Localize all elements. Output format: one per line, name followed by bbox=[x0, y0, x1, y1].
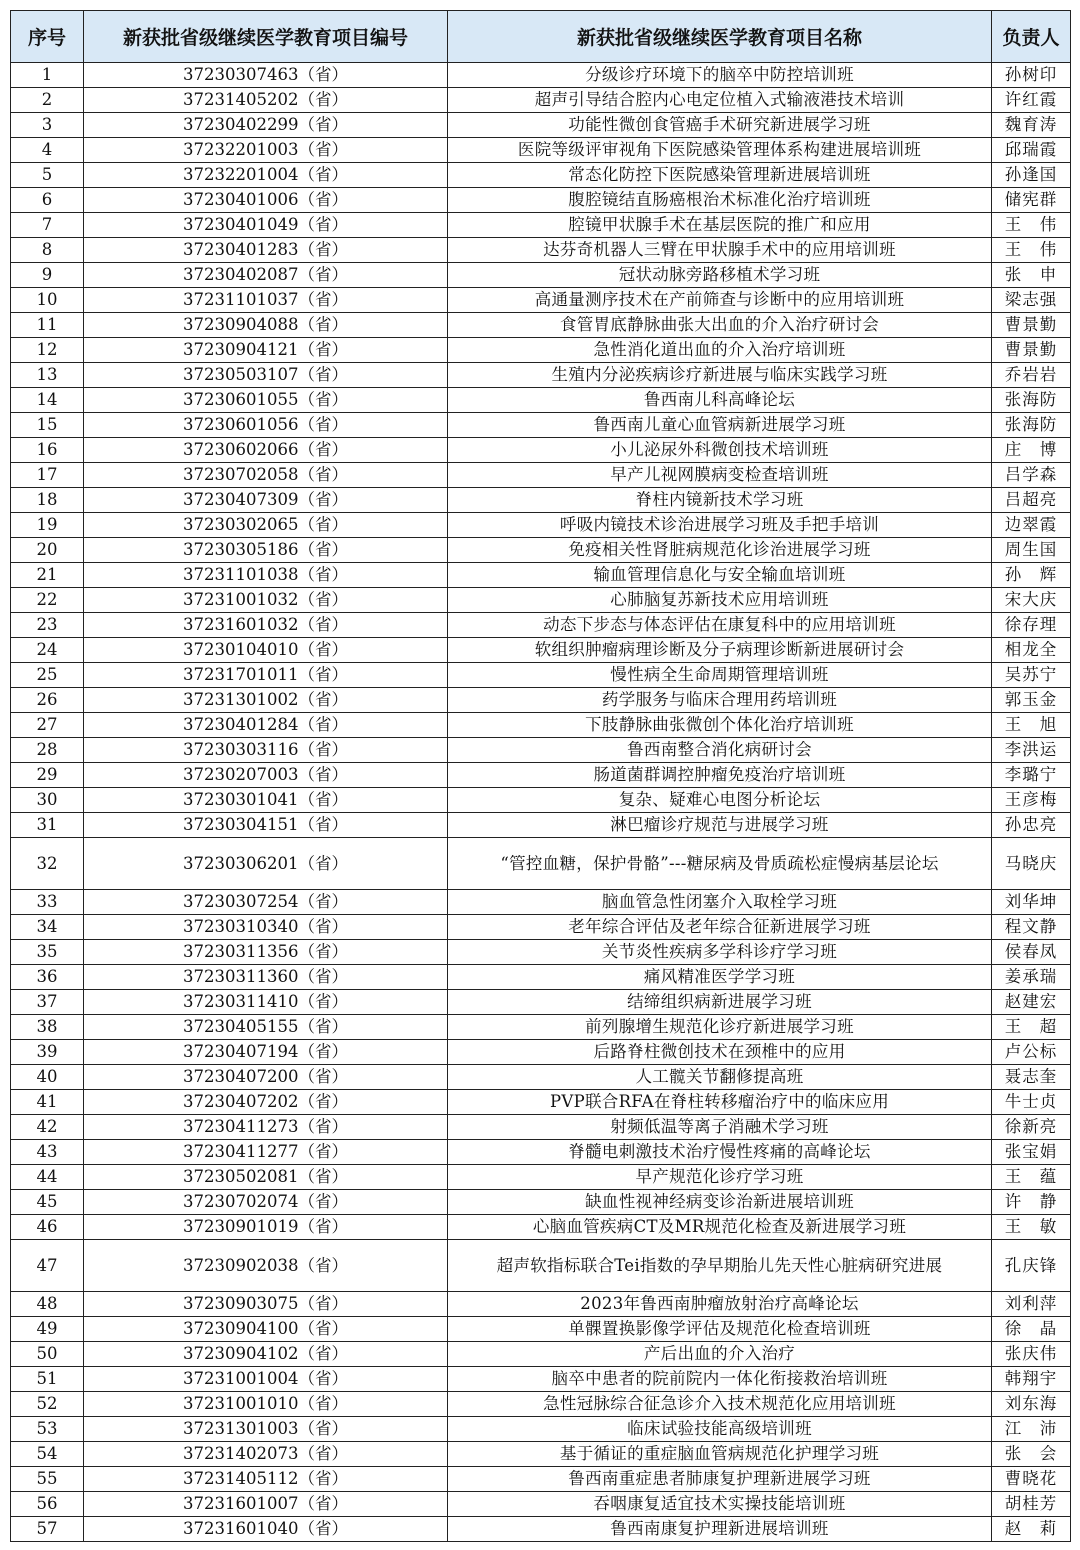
table-row bbox=[11, 538, 1071, 563]
project-code: 37230104010（省） bbox=[84, 638, 448, 663]
row-number: 13 bbox=[11, 363, 84, 388]
project-owner: 王 超 bbox=[992, 1015, 1071, 1040]
project-owner: 梁志强 bbox=[992, 288, 1071, 313]
table-row bbox=[11, 313, 1071, 338]
row-number: 4 bbox=[11, 138, 84, 163]
row-number: 28 bbox=[11, 738, 84, 763]
project-owner: 邱瑞霞 bbox=[992, 138, 1071, 163]
project-owner: 相龙全 bbox=[992, 638, 1071, 663]
table-row bbox=[11, 1392, 1071, 1417]
project-owner: 王 伟 bbox=[992, 238, 1071, 263]
row-number: 52 bbox=[11, 1392, 84, 1417]
project-name: 食管胃底静脉曲张大出血的介入治疗研讨会 bbox=[448, 313, 992, 338]
project-owner: 储宪群 bbox=[992, 188, 1071, 213]
project-code: 37230502081（省） bbox=[84, 1165, 448, 1190]
project-owner: 赵 莉 bbox=[992, 1517, 1071, 1542]
project-code: 37230902038（省） bbox=[84, 1240, 448, 1292]
project-name: 早产儿视网膜病变检查培训班 bbox=[448, 463, 992, 488]
table-row bbox=[11, 1417, 1071, 1442]
project-name: 淋巴瘤诊疗规范与进展学习班 bbox=[448, 813, 992, 838]
row-number: 26 bbox=[11, 688, 84, 713]
project-name: 功能性微创食管癌手术研究新进展学习班 bbox=[448, 113, 992, 138]
project-code: 37230601056（省） bbox=[84, 413, 448, 438]
row-number: 19 bbox=[11, 513, 84, 538]
project-name: 心肺脑复苏新技术应用培训班 bbox=[448, 588, 992, 613]
table-row bbox=[11, 513, 1071, 538]
row-number: 47 bbox=[11, 1240, 84, 1292]
project-name: 动态下步态与体态评估在康复科中的应用培训班 bbox=[448, 613, 992, 638]
table-row bbox=[11, 188, 1071, 213]
project-owner: 张宝娟 bbox=[992, 1140, 1071, 1165]
row-number: 32 bbox=[11, 838, 84, 890]
project-code: 37230305186（省） bbox=[84, 538, 448, 563]
row-number: 42 bbox=[11, 1115, 84, 1140]
project-owner: 孔庆锋 bbox=[992, 1240, 1071, 1292]
project-owner: 郭玉金 bbox=[992, 688, 1071, 713]
table-row bbox=[11, 363, 1071, 388]
row-number: 9 bbox=[11, 263, 84, 288]
project-code: 37232201004（省） bbox=[84, 163, 448, 188]
project-owner: 曹晓花 bbox=[992, 1467, 1071, 1492]
project-code: 37231405112（省） bbox=[84, 1467, 448, 1492]
project-owner: 胡桂芳 bbox=[992, 1492, 1071, 1517]
row-number: 34 bbox=[11, 915, 84, 940]
project-name: 生殖内分泌疾病诊疗新进展与临床实践学习班 bbox=[448, 363, 992, 388]
row-number: 31 bbox=[11, 813, 84, 838]
project-name: 分级诊疗环境下的脑卒中防控培训班 bbox=[448, 63, 992, 88]
project-name: 关节炎性疾病多学科诊疗学习班 bbox=[448, 940, 992, 965]
table-row bbox=[11, 940, 1071, 965]
project-code: 37231101037（省） bbox=[84, 288, 448, 313]
table-row bbox=[11, 1292, 1071, 1317]
project-code: 37231101038（省） bbox=[84, 563, 448, 588]
project-owner: 曹景勤 bbox=[992, 338, 1071, 363]
table-row bbox=[11, 990, 1071, 1015]
table-body bbox=[11, 63, 1071, 1542]
project-owner: 马晓庆 bbox=[992, 838, 1071, 890]
row-number: 3 bbox=[11, 113, 84, 138]
project-name: 单髁置换影像学评估及规范化检查培训班 bbox=[448, 1317, 992, 1342]
project-name: 免疫相关性肾脏病规范化诊治进展学习班 bbox=[448, 538, 992, 563]
project-owner: 孙逢国 bbox=[992, 163, 1071, 188]
project-code: 37231001004（省） bbox=[84, 1367, 448, 1392]
row-number: 16 bbox=[11, 438, 84, 463]
project-code: 37230503107（省） bbox=[84, 363, 448, 388]
row-number: 49 bbox=[11, 1317, 84, 1342]
project-name: 小儿泌尿外科微创技术培训班 bbox=[448, 438, 992, 463]
project-code: 37230402299（省） bbox=[84, 113, 448, 138]
project-owner: 江 沛 bbox=[992, 1417, 1071, 1442]
project-code: 37231001032（省） bbox=[84, 588, 448, 613]
project-name: 后路脊柱微创技术在颈椎中的应用 bbox=[448, 1040, 992, 1065]
project-code: 37230401283（省） bbox=[84, 238, 448, 263]
project-name: 痛风精准医学学习班 bbox=[448, 965, 992, 990]
project-owner: 李璐宁 bbox=[992, 763, 1071, 788]
row-number: 10 bbox=[11, 288, 84, 313]
project-name: 鲁西南儿童心血管病新进展学习班 bbox=[448, 413, 992, 438]
project-name: 脊柱内镜新技术学习班 bbox=[448, 488, 992, 513]
table-row bbox=[11, 890, 1071, 915]
table-row bbox=[11, 138, 1071, 163]
project-owner: 刘利萍 bbox=[992, 1292, 1071, 1317]
row-number: 29 bbox=[11, 763, 84, 788]
project-name: 高通量测序技术在产前筛查与诊断中的应用培训班 bbox=[448, 288, 992, 313]
table-row bbox=[11, 1040, 1071, 1065]
project-code: 37230702074（省） bbox=[84, 1190, 448, 1215]
project-code: 37230407202（省） bbox=[84, 1090, 448, 1115]
project-code: 37230407200（省） bbox=[84, 1065, 448, 1090]
project-code: 37230311360（省） bbox=[84, 965, 448, 990]
project-owner: 魏育涛 bbox=[992, 113, 1071, 138]
table-row bbox=[11, 1442, 1071, 1467]
table-row bbox=[11, 238, 1071, 263]
project-code: 37230407309（省） bbox=[84, 488, 448, 513]
project-owner: 赵建宏 bbox=[992, 990, 1071, 1015]
row-number: 18 bbox=[11, 488, 84, 513]
project-code: 37231701011（省） bbox=[84, 663, 448, 688]
table-row bbox=[11, 1065, 1071, 1090]
project-name: 产后出血的介入治疗 bbox=[448, 1342, 992, 1367]
project-name: 脊髓电刺激技术治疗慢性疼痛的高峰论坛 bbox=[448, 1140, 992, 1165]
project-owner: 侯春凤 bbox=[992, 940, 1071, 965]
table-row bbox=[11, 163, 1071, 188]
table-row bbox=[11, 965, 1071, 990]
table-row bbox=[11, 1140, 1071, 1165]
row-number: 46 bbox=[11, 1215, 84, 1240]
project-name: 常态化防控下医院感染管理新进展培训班 bbox=[448, 163, 992, 188]
row-number: 44 bbox=[11, 1165, 84, 1190]
project-code: 37230401006（省） bbox=[84, 188, 448, 213]
row-number: 33 bbox=[11, 890, 84, 915]
table-row bbox=[11, 213, 1071, 238]
project-code: 37230702058（省） bbox=[84, 463, 448, 488]
row-number: 45 bbox=[11, 1190, 84, 1215]
table-row bbox=[11, 763, 1071, 788]
row-number: 24 bbox=[11, 638, 84, 663]
table-row bbox=[11, 338, 1071, 363]
project-owner: 牛士贞 bbox=[992, 1090, 1071, 1115]
table-row bbox=[11, 488, 1071, 513]
table-row bbox=[11, 1367, 1071, 1392]
row-number: 41 bbox=[11, 1090, 84, 1115]
row-number: 14 bbox=[11, 388, 84, 413]
row-number: 39 bbox=[11, 1040, 84, 1065]
project-code: 37230307254（省） bbox=[84, 890, 448, 915]
project-owner: 吴苏宁 bbox=[992, 663, 1071, 688]
project-name: 前列腺增生规范化诊疗新进展学习班 bbox=[448, 1015, 992, 1040]
project-owner: 王 伟 bbox=[992, 213, 1071, 238]
project-code: 37230602066（省） bbox=[84, 438, 448, 463]
project-name: 鲁西南康复护理新进展培训班 bbox=[448, 1517, 992, 1542]
project-code: 37230311356（省） bbox=[84, 940, 448, 965]
table-row bbox=[11, 813, 1071, 838]
row-number: 30 bbox=[11, 788, 84, 813]
header-code: 新获批省级继续医学教育项目编号 bbox=[84, 11, 448, 63]
table-row bbox=[11, 1090, 1071, 1115]
project-owner: 李洪运 bbox=[992, 738, 1071, 763]
project-owner: 王 蕴 bbox=[992, 1165, 1071, 1190]
row-number: 5 bbox=[11, 163, 84, 188]
row-number: 54 bbox=[11, 1442, 84, 1467]
row-number: 17 bbox=[11, 463, 84, 488]
header-owner: 负责人 bbox=[992, 11, 1071, 63]
project-owner: 王 敏 bbox=[992, 1215, 1071, 1240]
project-name: 脑血管急性闭塞介入取栓学习班 bbox=[448, 890, 992, 915]
table-row bbox=[11, 588, 1071, 613]
project-name: 射频低温等离子消融术学习班 bbox=[448, 1115, 992, 1140]
project-name: 输血管理信息化与安全输血培训班 bbox=[448, 563, 992, 588]
project-owner: 乔岩岩 bbox=[992, 363, 1071, 388]
project-owner: 许 静 bbox=[992, 1190, 1071, 1215]
project-name: 急性冠脉综合征急诊介入技术规范化应用培训班 bbox=[448, 1392, 992, 1417]
project-name: 结缔组织病新进展学习班 bbox=[448, 990, 992, 1015]
project-code: 37231601032（省） bbox=[84, 613, 448, 638]
table-row bbox=[11, 688, 1071, 713]
project-owner: 孙树印 bbox=[992, 63, 1071, 88]
project-code: 37230402087（省） bbox=[84, 263, 448, 288]
project-owner: 徐 晶 bbox=[992, 1317, 1071, 1342]
project-owner: 曹景勤 bbox=[992, 313, 1071, 338]
project-owner: 程文静 bbox=[992, 915, 1071, 940]
table-row bbox=[11, 1467, 1071, 1492]
table-row bbox=[11, 63, 1071, 88]
project-name: 鲁西南重症患者肺康复护理新进展学习班 bbox=[448, 1467, 992, 1492]
project-name: “管控血糖，保护骨骼”---糖尿病及骨质疏松症慢病基层论坛 bbox=[448, 838, 992, 890]
project-name: 人工髋关节翻修提高班 bbox=[448, 1065, 992, 1090]
project-name: 腔镜甲状腺手术在基层医院的推广和应用 bbox=[448, 213, 992, 238]
project-owner: 卢公标 bbox=[992, 1040, 1071, 1065]
project-name: 达芬奇机器人三臂在甲状腺手术中的应用培训班 bbox=[448, 238, 992, 263]
row-number: 20 bbox=[11, 538, 84, 563]
project-owner: 吕超亮 bbox=[992, 488, 1071, 513]
row-number: 12 bbox=[11, 338, 84, 363]
table-row bbox=[11, 1342, 1071, 1367]
row-number: 22 bbox=[11, 588, 84, 613]
project-name: 药学服务与临床合理用药培训班 bbox=[448, 688, 992, 713]
table-row bbox=[11, 88, 1071, 113]
row-number: 43 bbox=[11, 1140, 84, 1165]
project-owner: 张海防 bbox=[992, 388, 1071, 413]
row-number: 35 bbox=[11, 940, 84, 965]
table-row bbox=[11, 1215, 1071, 1240]
row-number: 57 bbox=[11, 1517, 84, 1542]
row-number: 2 bbox=[11, 88, 84, 113]
project-name: 吞咽康复适宜技术实操技能培训班 bbox=[448, 1492, 992, 1517]
project-code: 37230401284（省） bbox=[84, 713, 448, 738]
project-owner: 聂志奎 bbox=[992, 1065, 1071, 1090]
project-owner: 庄 博 bbox=[992, 438, 1071, 463]
project-name: 早产规范化诊疗学习班 bbox=[448, 1165, 992, 1190]
project-code: 37231601007（省） bbox=[84, 1492, 448, 1517]
project-name: 鲁西南整合消化病研讨会 bbox=[448, 738, 992, 763]
row-number: 36 bbox=[11, 965, 84, 990]
project-name: 2023年鲁西南肿瘤放射治疗高峰论坛 bbox=[448, 1292, 992, 1317]
project-owner: 孙忠亮 bbox=[992, 813, 1071, 838]
row-number: 25 bbox=[11, 663, 84, 688]
project-owner: 王 旭 bbox=[992, 713, 1071, 738]
project-owner: 刘东海 bbox=[992, 1392, 1071, 1417]
project-name: 临床试验技能高级培训班 bbox=[448, 1417, 992, 1442]
project-owner: 徐存理 bbox=[992, 613, 1071, 638]
row-number: 51 bbox=[11, 1367, 84, 1392]
project-owner: 徐新亮 bbox=[992, 1115, 1071, 1140]
project-code: 37230405155（省） bbox=[84, 1015, 448, 1040]
row-number: 37 bbox=[11, 990, 84, 1015]
table-row bbox=[11, 713, 1071, 738]
project-owner: 姜承瑞 bbox=[992, 965, 1071, 990]
table-row bbox=[11, 1317, 1071, 1342]
project-name: 肠道菌群调控肿瘤免疫治疗培训班 bbox=[448, 763, 992, 788]
project-code: 37230601055（省） bbox=[84, 388, 448, 413]
project-name: 脑卒中患者的院前院内一体化衔接救治培训班 bbox=[448, 1367, 992, 1392]
table-row bbox=[11, 438, 1071, 463]
project-owner: 吕学森 bbox=[992, 463, 1071, 488]
project-owner: 孙 辉 bbox=[992, 563, 1071, 588]
project-code: 37230903075（省） bbox=[84, 1292, 448, 1317]
project-code: 37230904102（省） bbox=[84, 1342, 448, 1367]
project-owner: 张海防 bbox=[992, 413, 1071, 438]
table-row bbox=[11, 1115, 1071, 1140]
table-row bbox=[11, 288, 1071, 313]
project-owner: 王彦梅 bbox=[992, 788, 1071, 813]
project-code: 37230301041（省） bbox=[84, 788, 448, 813]
project-code: 37230306201（省） bbox=[84, 838, 448, 890]
project-code: 37230411273（省） bbox=[84, 1115, 448, 1140]
table-row bbox=[11, 1517, 1071, 1542]
project-code: 37230303116（省） bbox=[84, 738, 448, 763]
table-row bbox=[11, 1165, 1071, 1190]
row-number: 8 bbox=[11, 238, 84, 263]
project-name: 冠状动脉旁路移植术学习班 bbox=[448, 263, 992, 288]
project-owner: 刘华坤 bbox=[992, 890, 1071, 915]
row-number: 11 bbox=[11, 313, 84, 338]
project-code: 37231301003（省） bbox=[84, 1417, 448, 1442]
project-name: 下肢静脉曲张微创个体化治疗培训班 bbox=[448, 713, 992, 738]
table-row bbox=[11, 788, 1071, 813]
project-name: 急性消化道出血的介入治疗培训班 bbox=[448, 338, 992, 363]
row-number: 50 bbox=[11, 1342, 84, 1367]
project-name: 软组织肿瘤病理诊断及分子病理诊断新进展研讨会 bbox=[448, 638, 992, 663]
table-row bbox=[11, 613, 1071, 638]
table-row bbox=[11, 388, 1071, 413]
table-row bbox=[11, 263, 1071, 288]
project-code: 37230207003（省） bbox=[84, 763, 448, 788]
table-row bbox=[11, 738, 1071, 763]
table-row bbox=[11, 1492, 1071, 1517]
project-code: 37231001010（省） bbox=[84, 1392, 448, 1417]
project-code: 37230904121（省） bbox=[84, 338, 448, 363]
project-name: 慢性病全生命周期管理培训班 bbox=[448, 663, 992, 688]
row-number: 15 bbox=[11, 413, 84, 438]
project-owner: 张 会 bbox=[992, 1442, 1071, 1467]
table-row bbox=[11, 1015, 1071, 1040]
table-row bbox=[11, 1240, 1071, 1292]
row-number: 27 bbox=[11, 713, 84, 738]
project-owner: 边翠霞 bbox=[992, 513, 1071, 538]
project-code: 37230307463（省） bbox=[84, 63, 448, 88]
table-row bbox=[11, 1190, 1071, 1215]
table-row bbox=[11, 113, 1071, 138]
table-row bbox=[11, 463, 1071, 488]
project-code: 37230311410（省） bbox=[84, 990, 448, 1015]
project-name: 腹腔镜结直肠癌根治术标准化治疗培训班 bbox=[448, 188, 992, 213]
table-row bbox=[11, 838, 1071, 890]
project-name: 缺血性视神经病变诊治新进展培训班 bbox=[448, 1190, 992, 1215]
row-number: 56 bbox=[11, 1492, 84, 1517]
row-number: 38 bbox=[11, 1015, 84, 1040]
project-owner: 张庆伟 bbox=[992, 1342, 1071, 1367]
row-number: 7 bbox=[11, 213, 84, 238]
project-name: 超声软指标联合Tei指数的孕早期胎儿先天性心脏病研究进展 bbox=[448, 1240, 992, 1292]
project-code: 37230401049（省） bbox=[84, 213, 448, 238]
project-code: 37230901019（省） bbox=[84, 1215, 448, 1240]
header-name: 新获批省级继续医学教育项目名称 bbox=[448, 11, 992, 63]
header-no: 序号 bbox=[11, 11, 84, 63]
row-number: 55 bbox=[11, 1467, 84, 1492]
project-name: 复杂、疑难心电图分析论坛 bbox=[448, 788, 992, 813]
project-code: 37231301002（省） bbox=[84, 688, 448, 713]
table-row bbox=[11, 638, 1071, 663]
project-name: PVP联合RFA在脊柱转移瘤治疗中的临床应用 bbox=[448, 1090, 992, 1115]
project-owner: 张 申 bbox=[992, 263, 1071, 288]
row-number: 23 bbox=[11, 613, 84, 638]
project-owner: 宋大庆 bbox=[992, 588, 1071, 613]
row-number: 6 bbox=[11, 188, 84, 213]
project-code: 37232201003（省） bbox=[84, 138, 448, 163]
project-table bbox=[10, 10, 1071, 1542]
project-code: 37231601040（省） bbox=[84, 1517, 448, 1542]
row-number: 40 bbox=[11, 1065, 84, 1090]
project-owner: 韩翔宇 bbox=[992, 1367, 1071, 1392]
project-code: 37230411277（省） bbox=[84, 1140, 448, 1165]
project-code: 37230904088（省） bbox=[84, 313, 448, 338]
project-name: 鲁西南儿科高峰论坛 bbox=[448, 388, 992, 413]
project-code: 37231405202（省） bbox=[84, 88, 448, 113]
project-table-container bbox=[10, 10, 1070, 1542]
project-name: 超声引导结合腔内心电定位植入式输液港技术培训 bbox=[448, 88, 992, 113]
row-number: 1 bbox=[11, 63, 84, 88]
project-name: 心脑血管疾病CT及MR规范化检查及新进展学习班 bbox=[448, 1215, 992, 1240]
project-code: 37230407194（省） bbox=[84, 1040, 448, 1065]
table-row bbox=[11, 563, 1071, 588]
row-number: 21 bbox=[11, 563, 84, 588]
project-code: 37230904100（省） bbox=[84, 1317, 448, 1342]
project-name: 基于循证的重症脑血管病规范化护理学习班 bbox=[448, 1442, 992, 1467]
row-number: 48 bbox=[11, 1292, 84, 1317]
project-code: 37230310340（省） bbox=[84, 915, 448, 940]
project-code: 37230302065（省） bbox=[84, 513, 448, 538]
project-name: 呼吸内镜技术诊治进展学习班及手把手培训 bbox=[448, 513, 992, 538]
table-row bbox=[11, 413, 1071, 438]
project-owner: 许红霞 bbox=[992, 88, 1071, 113]
table-row bbox=[11, 915, 1071, 940]
project-name: 老年综合评估及老年综合征新进展学习班 bbox=[448, 915, 992, 940]
project-owner: 周生国 bbox=[992, 538, 1071, 563]
project-code: 37230304151（省） bbox=[84, 813, 448, 838]
table-row bbox=[11, 663, 1071, 688]
table-header-row bbox=[11, 11, 1071, 63]
project-code: 37231402073（省） bbox=[84, 1442, 448, 1467]
project-name: 医院等级评审视角下医院感染管理体系构建进展培训班 bbox=[448, 138, 992, 163]
row-number: 53 bbox=[11, 1417, 84, 1442]
